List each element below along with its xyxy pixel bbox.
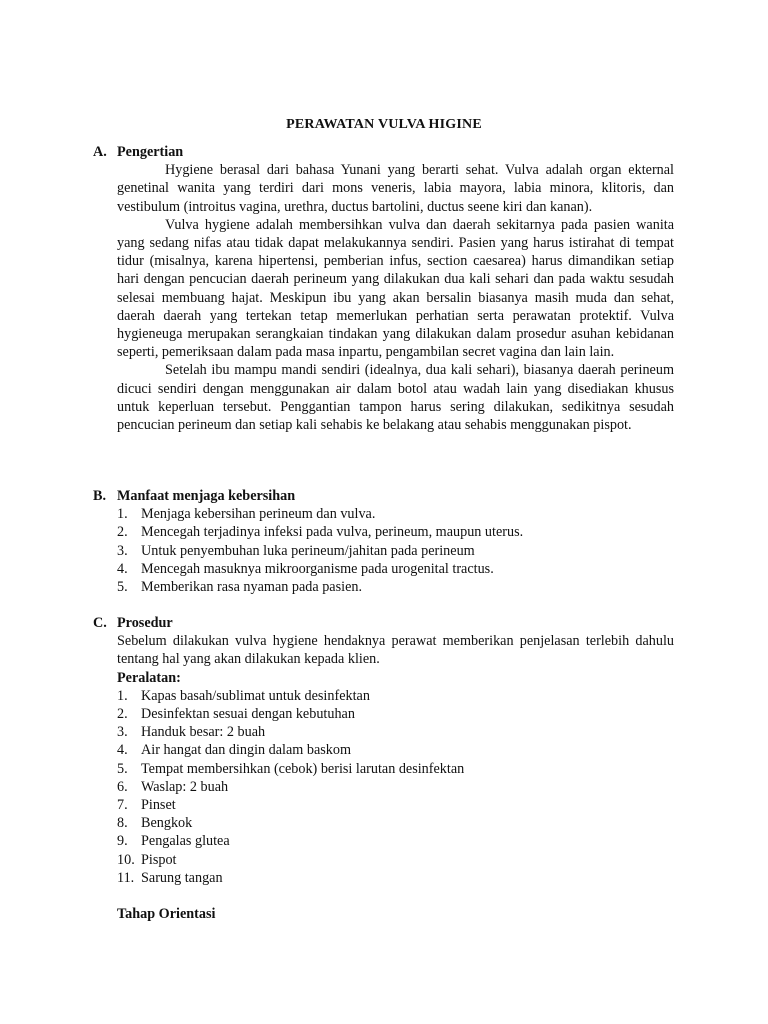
section-letter: A. [93, 144, 107, 160]
list-item [117, 523, 674, 541]
list-item [117, 851, 674, 869]
list-text: Air hangat dan dingin dalam baskom [141, 742, 352, 759]
list-number: 4. [117, 742, 128, 759]
equipment-list [117, 687, 674, 887]
section-pengertian [93, 143, 674, 434]
list-item [117, 723, 674, 741]
list-number: 5. [117, 579, 128, 596]
list-text: Bengkok [141, 815, 193, 832]
list-text: Kapas basah/sublimat untuk desinfektan [141, 687, 370, 704]
section-body [117, 161, 674, 434]
list-item [117, 760, 674, 778]
paragraph: Vulva hygiene adalah membersihkan vulva dan daerah sekitarnya pada pasien wanita yang sedang nifas atau tidak dapat melakukannya sendiri. Pasien yang harus istirahat di tempat tidur (misalnya, karena hipertensi, pemberian infus, section caesarea) harus dimandikan setiap hari dengan pencucian daerah perineum yang dilakukan dua kali sehari dan pada waktu sesudah selesai membuang hajat. Meskipun ibu yang akan bersalin biasanya masih muda dan sehat, daerah daerah yang tertekan tetap memerlukan perhatian serta perawatan protektif. Vulva hygieneuga merupakan serangkaian tindakan yang dilakukan dalam prosedur asuhan kebidanan seperti, pemeriksaan dalam pada masa inpartu, pengambilan secret vagina dan lain lain. [117, 216, 674, 361]
list-item [117, 542, 674, 560]
list-number: 1. [117, 506, 128, 523]
subheading-tahap-orientasi: Tahap Orientasi [117, 906, 216, 922]
paragraph: Hygiene berasal dari bahasa Yunani yang berarti sehat. Vulva adalah organ ekternal genetinal wanita yang terdiri dari mons veneris, labia mayora, labia minora, klitoris, dan vestibulum (introitus vagina, urethra, ductus bartolini, ductus seene kiri dan kanan). [117, 162, 674, 215]
section-body [117, 505, 674, 596]
list-item [117, 796, 674, 814]
list-number: 11. [117, 869, 135, 886]
list-text: Handuk besar: 2 buah [141, 724, 266, 741]
list-item [117, 578, 674, 596]
subheading-peralatan: Peralatan: [117, 669, 181, 686]
list-text: Sarung tangan [141, 869, 223, 886]
benefit-list [117, 505, 674, 596]
list-text: Waslap: 2 buah [141, 778, 229, 795]
list-number: 1. [117, 687, 128, 704]
section-letter: B. [93, 488, 107, 504]
section-heading [93, 143, 674, 161]
list-item [117, 778, 674, 796]
list-text: Mencegah terjadinya infeksi pada vulva, perineum, maupun uterus. [141, 524, 524, 541]
paragraph: Sebelum dilakukan vulva hygiene hendaknya perawat memberikan penjelasan terlebih dahulu tentang hal yang akan dilakukan kepada klien. [117, 633, 674, 668]
list-number: 7. [117, 797, 128, 814]
section-letter: C. [93, 615, 107, 631]
document-title: PERAWATAN VULVA HIGINE [286, 117, 482, 132]
list-number: 4. [117, 560, 128, 577]
list-item [117, 741, 674, 759]
list-number: 6. [117, 778, 128, 795]
list-number: 9. [117, 833, 128, 850]
list-text: Desinfektan sesuai dengan kebutuhan [141, 706, 355, 723]
list-text: Mencegah masuknya mikroorganisme pada urogenital tractus. [141, 560, 494, 577]
list-number: 3. [117, 724, 128, 741]
list-number: 2. [117, 524, 128, 541]
list-item [117, 869, 674, 887]
list-number: 8. [117, 815, 128, 832]
list-number: 5. [117, 760, 128, 777]
list-item [117, 687, 674, 705]
section-prosedur [93, 614, 674, 887]
list-item [117, 814, 674, 832]
list-item [117, 505, 674, 523]
list-item [117, 560, 674, 578]
list-number: 10. [117, 851, 135, 868]
list-text: Pinset [141, 797, 176, 814]
list-item [117, 705, 674, 723]
list-text: Memberikan rasa nyaman pada pasien. [141, 579, 363, 596]
section-heading [93, 614, 674, 632]
section-title: Pengertian [117, 144, 184, 160]
list-number: 2. [117, 706, 128, 723]
section-heading [93, 487, 674, 505]
list-text: Pengalas glutea [141, 833, 230, 850]
list-text: Untuk penyembuhan luka perineum/jahitan pada perineum [141, 542, 475, 559]
paragraph: Setelah ibu mampu mandi sendiri (idealnya, dua kali sehari), biasanya daerah perineum dicuci sendiri dengan menggunakan air dalam botol atau wadah lain yang disediakan khusus untuk keperluan tersebut. Penggantian tampon harus sering dilakukan, sedikitnya sesudah pencucian perineum dan setiap kali sehabis ke belakang atau sehabis menggunakan pispot. [117, 362, 674, 434]
section-body [117, 632, 674, 887]
section-manfaat [93, 487, 674, 596]
list-text: Pispot [141, 851, 177, 868]
list-number: 3. [117, 542, 128, 559]
list-text: Menjaga kebersihan perineum dan vulva. [141, 506, 376, 523]
list-item [117, 832, 674, 850]
list-text: Tempat membersihkan (cebok) berisi larutan desinfektan [141, 760, 465, 777]
section-title: Manfaat menjaga kebersihan [117, 488, 296, 504]
section-title: Prosedur [117, 615, 173, 631]
